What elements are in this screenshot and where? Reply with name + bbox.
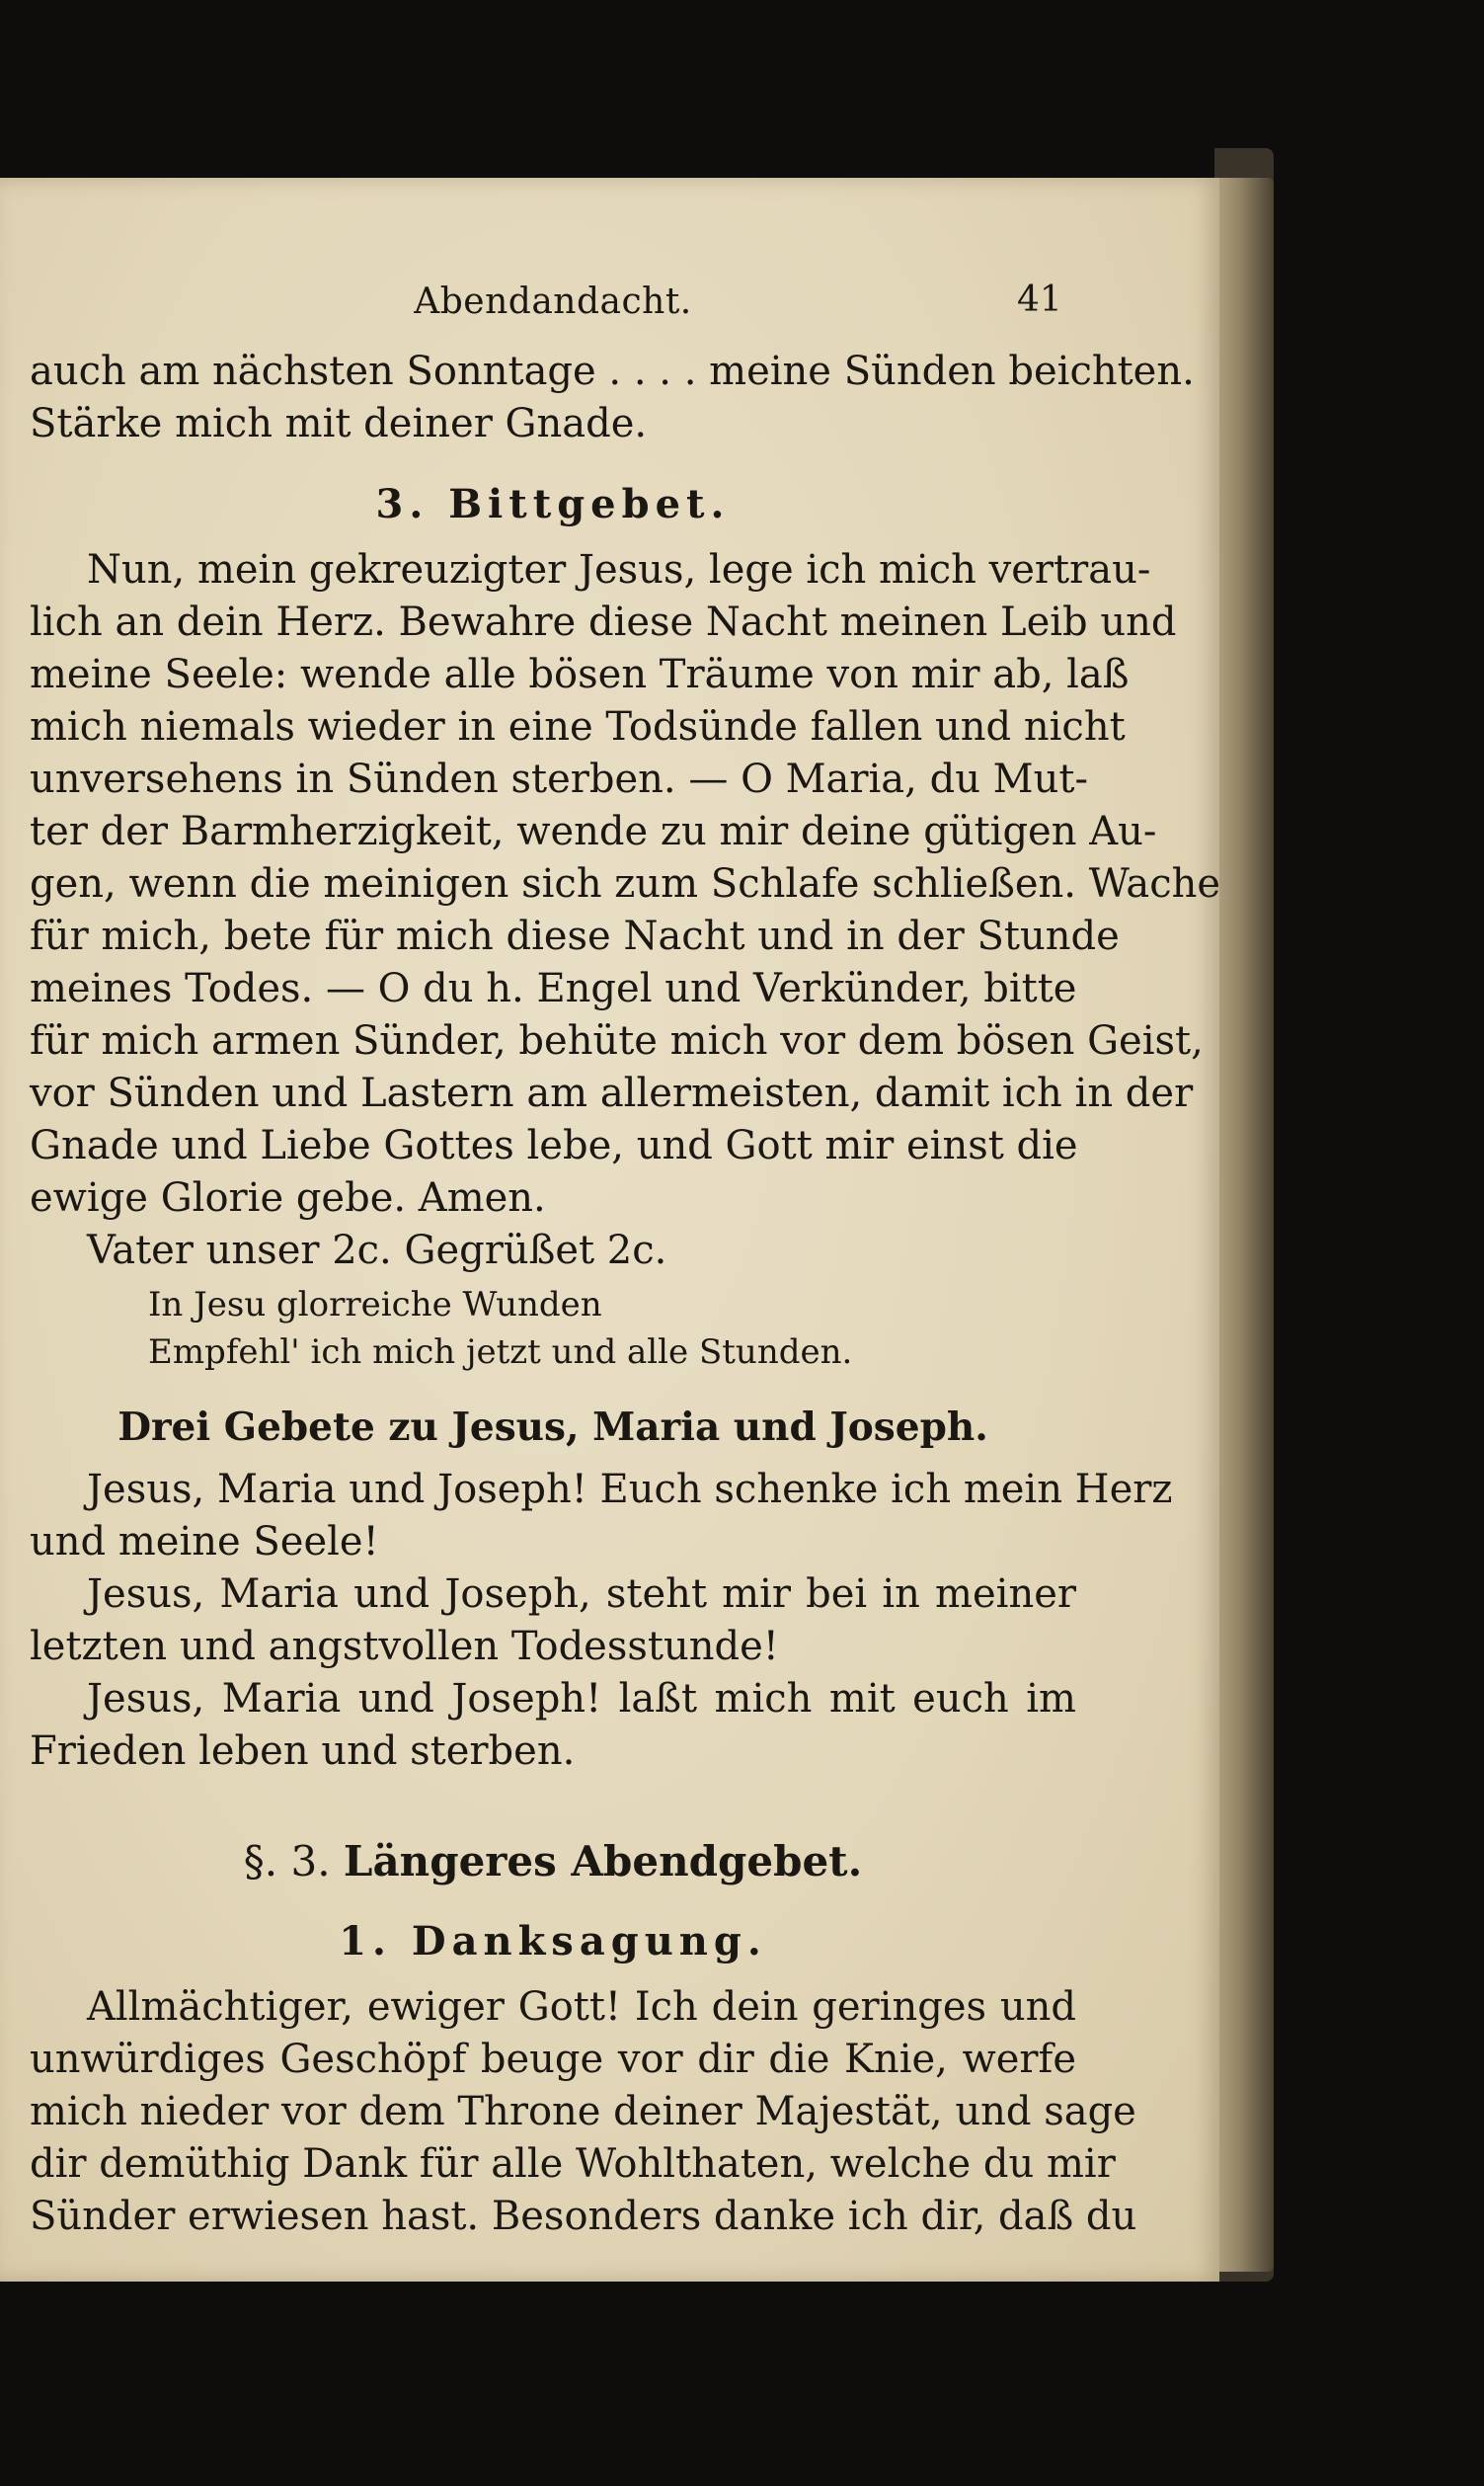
text-line: vor Sünden und Lastern am allermeisten, damit ich in der	[30, 1071, 1194, 1116]
text-line: auch am nächsten Sonntage . . . . meine Sünden beichten.	[30, 349, 1195, 394]
text-line: und meine Seele!	[30, 1519, 379, 1564]
text-line: für mich armen Sünder, behüte mich vor dem bösen Geist,	[30, 1018, 1204, 1064]
text-line: unversehens in Sünden sterben. — O Maria, du Mut-	[30, 757, 1088, 802]
verse-line: Empfehl' ich mich jetzt und alle Stunden.	[148, 1332, 853, 1372]
section-title-text: Längeres Abendgebet.	[343, 1837, 863, 1885]
text-line: für mich, bete für mich diese Nacht und in der Stunde	[30, 914, 1120, 959]
text-line: Frieden leben und sterben.	[30, 1728, 576, 1774]
bittgebet-heading: 3. Bittgebet.	[375, 481, 731, 527]
section-title	[30, 1835, 1076, 1887]
text-line: Gnade und Liebe Gottes lebe, und Gott mir einst die	[30, 1123, 1078, 1168]
running-head: Abendandacht.	[414, 281, 692, 322]
verse-line: In Jesu glorreiche Wunden	[148, 1285, 602, 1324]
section-number: §. 3.	[243, 1837, 331, 1885]
text-line: Jesus, Maria und Joseph! laßt mich mit euch im	[87, 1676, 1076, 1722]
text-line: dir demüthig Dank für alle Wohlthaten, welche du mir	[30, 2141, 1116, 2187]
text-line: Nun, mein gekreuzigter Jesus, lege ich mich vertrau-	[87, 547, 1151, 593]
danksagung-heading: 1. Danksagung.	[339, 1918, 767, 1965]
text-line: Sünder erwiesen hast. Besonders danke ich dir, daß du	[30, 2194, 1137, 2239]
page-number: 41	[1017, 280, 1062, 320]
text-line: lich an dein Herz. Bewahre diese Nacht meinen Leib und	[30, 600, 1177, 645]
drei-gebete-heading: Drei Gebete zu Jesus, Maria und Joseph.	[117, 1404, 988, 1450]
page-body	[30, 346, 1221, 2243]
text-line: ter der Barmherzigkeit, wende zu mir deine gütigen Au-	[30, 809, 1157, 854]
vater-unser-line: Vater unser 2c. Gegrüßet 2c.	[87, 1228, 667, 1273]
text-line: unwürdiges Geschöpf beuge vor dir die Knie, werfe	[30, 2037, 1076, 2082]
book-page	[0, 178, 1219, 2282]
text-line: mich niemals wieder in eine Todsünde fallen und nicht	[30, 704, 1126, 750]
text-line: Jesus, Maria und Joseph, steht mir bei in meiner	[87, 1571, 1076, 1617]
text-line: Allmächtiger, ewiger Gott! Ich dein geringes und	[87, 1984, 1076, 2030]
text-line: meines Todes. — O du h. Engel und Verkünder, bitte	[30, 966, 1077, 1011]
text-line: gen, wenn die meinigen sich zum Schlafe schließen. Wache	[30, 861, 1221, 907]
text-line: meine Seele: wende alle bösen Träume von mir ab, laß	[30, 652, 1130, 697]
text-line: mich nieder vor dem Throne deiner Majestät, und sage	[30, 2089, 1136, 2134]
text-line: Jesus, Maria und Joseph! Euch schenke ich mein Herz	[87, 1467, 1173, 1512]
text-line: ewige Glorie gebe. Amen.	[30, 1175, 546, 1221]
text-line: Stärke mich mit deiner Gnade.	[30, 401, 648, 446]
text-line: letzten und angstvollen Todesstunde!	[30, 1624, 779, 1669]
